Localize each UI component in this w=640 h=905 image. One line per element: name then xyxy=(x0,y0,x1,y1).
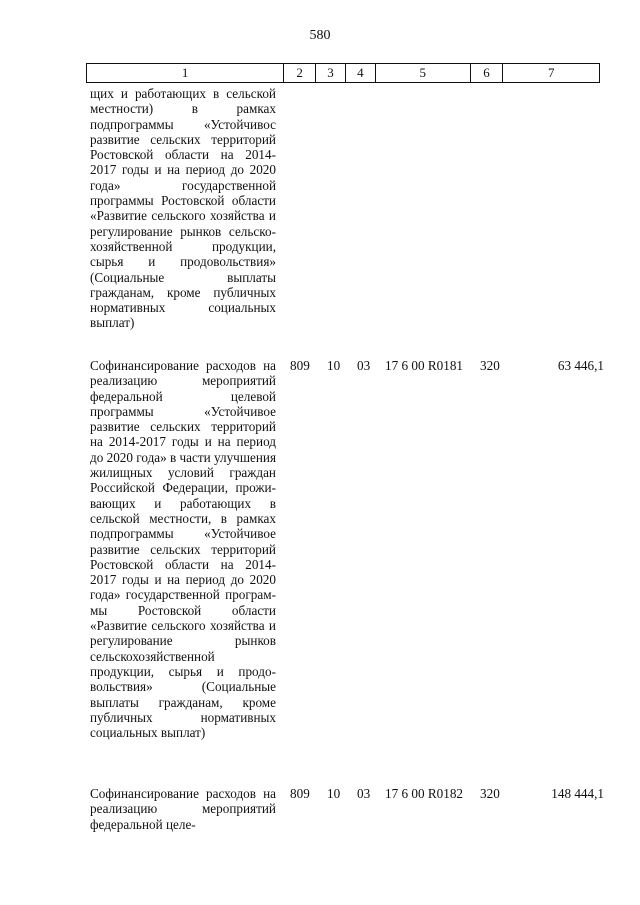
column-header-3: 3 xyxy=(316,64,346,82)
cell-target-article: 17 6 00 R0182 xyxy=(385,786,464,801)
column-header-4: 4 xyxy=(346,64,376,82)
cell-subsection: 03 xyxy=(357,786,371,801)
cell-expense-type: 320 xyxy=(480,786,500,801)
cell-amount: 148 444,1 xyxy=(551,786,604,801)
table-row-description: Софинансирование расходов на реализацию мероприятий федеральной целевой программы «Устойчивое развитие сельских территорий на 2014-2017 годы и на период до 2020 года» в части улучшения жилищных условий граждан Российской Федерации, проживающих и работающих в сельской местности, в рамках подпрограммы «Устойчивое развитие сельских территорий Ростовской области на 2014-2017 годы и на период до 2020 года» государственной программы Ростовской области «Развитие сельского хозяйства и регулирование рынков сельскохозяйственной продукции, сырья и продовольствия» (Социальные выплаты гражданам, кроме публичных нормативных социальных выплат) xyxy=(90,358,277,741)
cell-expense-type: 320 xyxy=(480,358,500,373)
cell-section: 10 xyxy=(327,358,341,373)
column-header-7: 7 xyxy=(547,65,555,80)
cell-ministry-code: 809 xyxy=(290,358,310,373)
column-header-6: 6 xyxy=(471,64,504,82)
page-number: 580 xyxy=(309,28,331,43)
cell-target-article: 17 6 00 R0181 xyxy=(385,358,464,373)
table-row-description: щих и работающих в сельской местности) в рамках подпрограммы «Устойчивос развитие сельских территорий Ростовской области на 2014-2017 годы и на период до 2020 года» государственной программы Ростовской области «Развитие сельского хозяйства и регулирование рынков сельскохозяйственной продукции, сырья и продовольствия» (Социальные выплаты гражданам, кроме публичных нормативных социальных выплат) xyxy=(90,86,276,331)
table-row-description: Софинансирование расходов на реализацию мероприятий федеральной целе- xyxy=(90,786,276,832)
column-header-5: 5 xyxy=(376,64,471,82)
column-header-2: 2 xyxy=(284,64,316,82)
table-header-row xyxy=(86,63,600,83)
cell-ministry-code: 809 xyxy=(290,786,310,801)
column-header-1: 1 xyxy=(87,64,284,82)
cell-amount: 63 446,1 xyxy=(557,358,604,373)
cell-subsection: 03 xyxy=(357,358,371,373)
cell-section: 10 xyxy=(327,786,341,801)
